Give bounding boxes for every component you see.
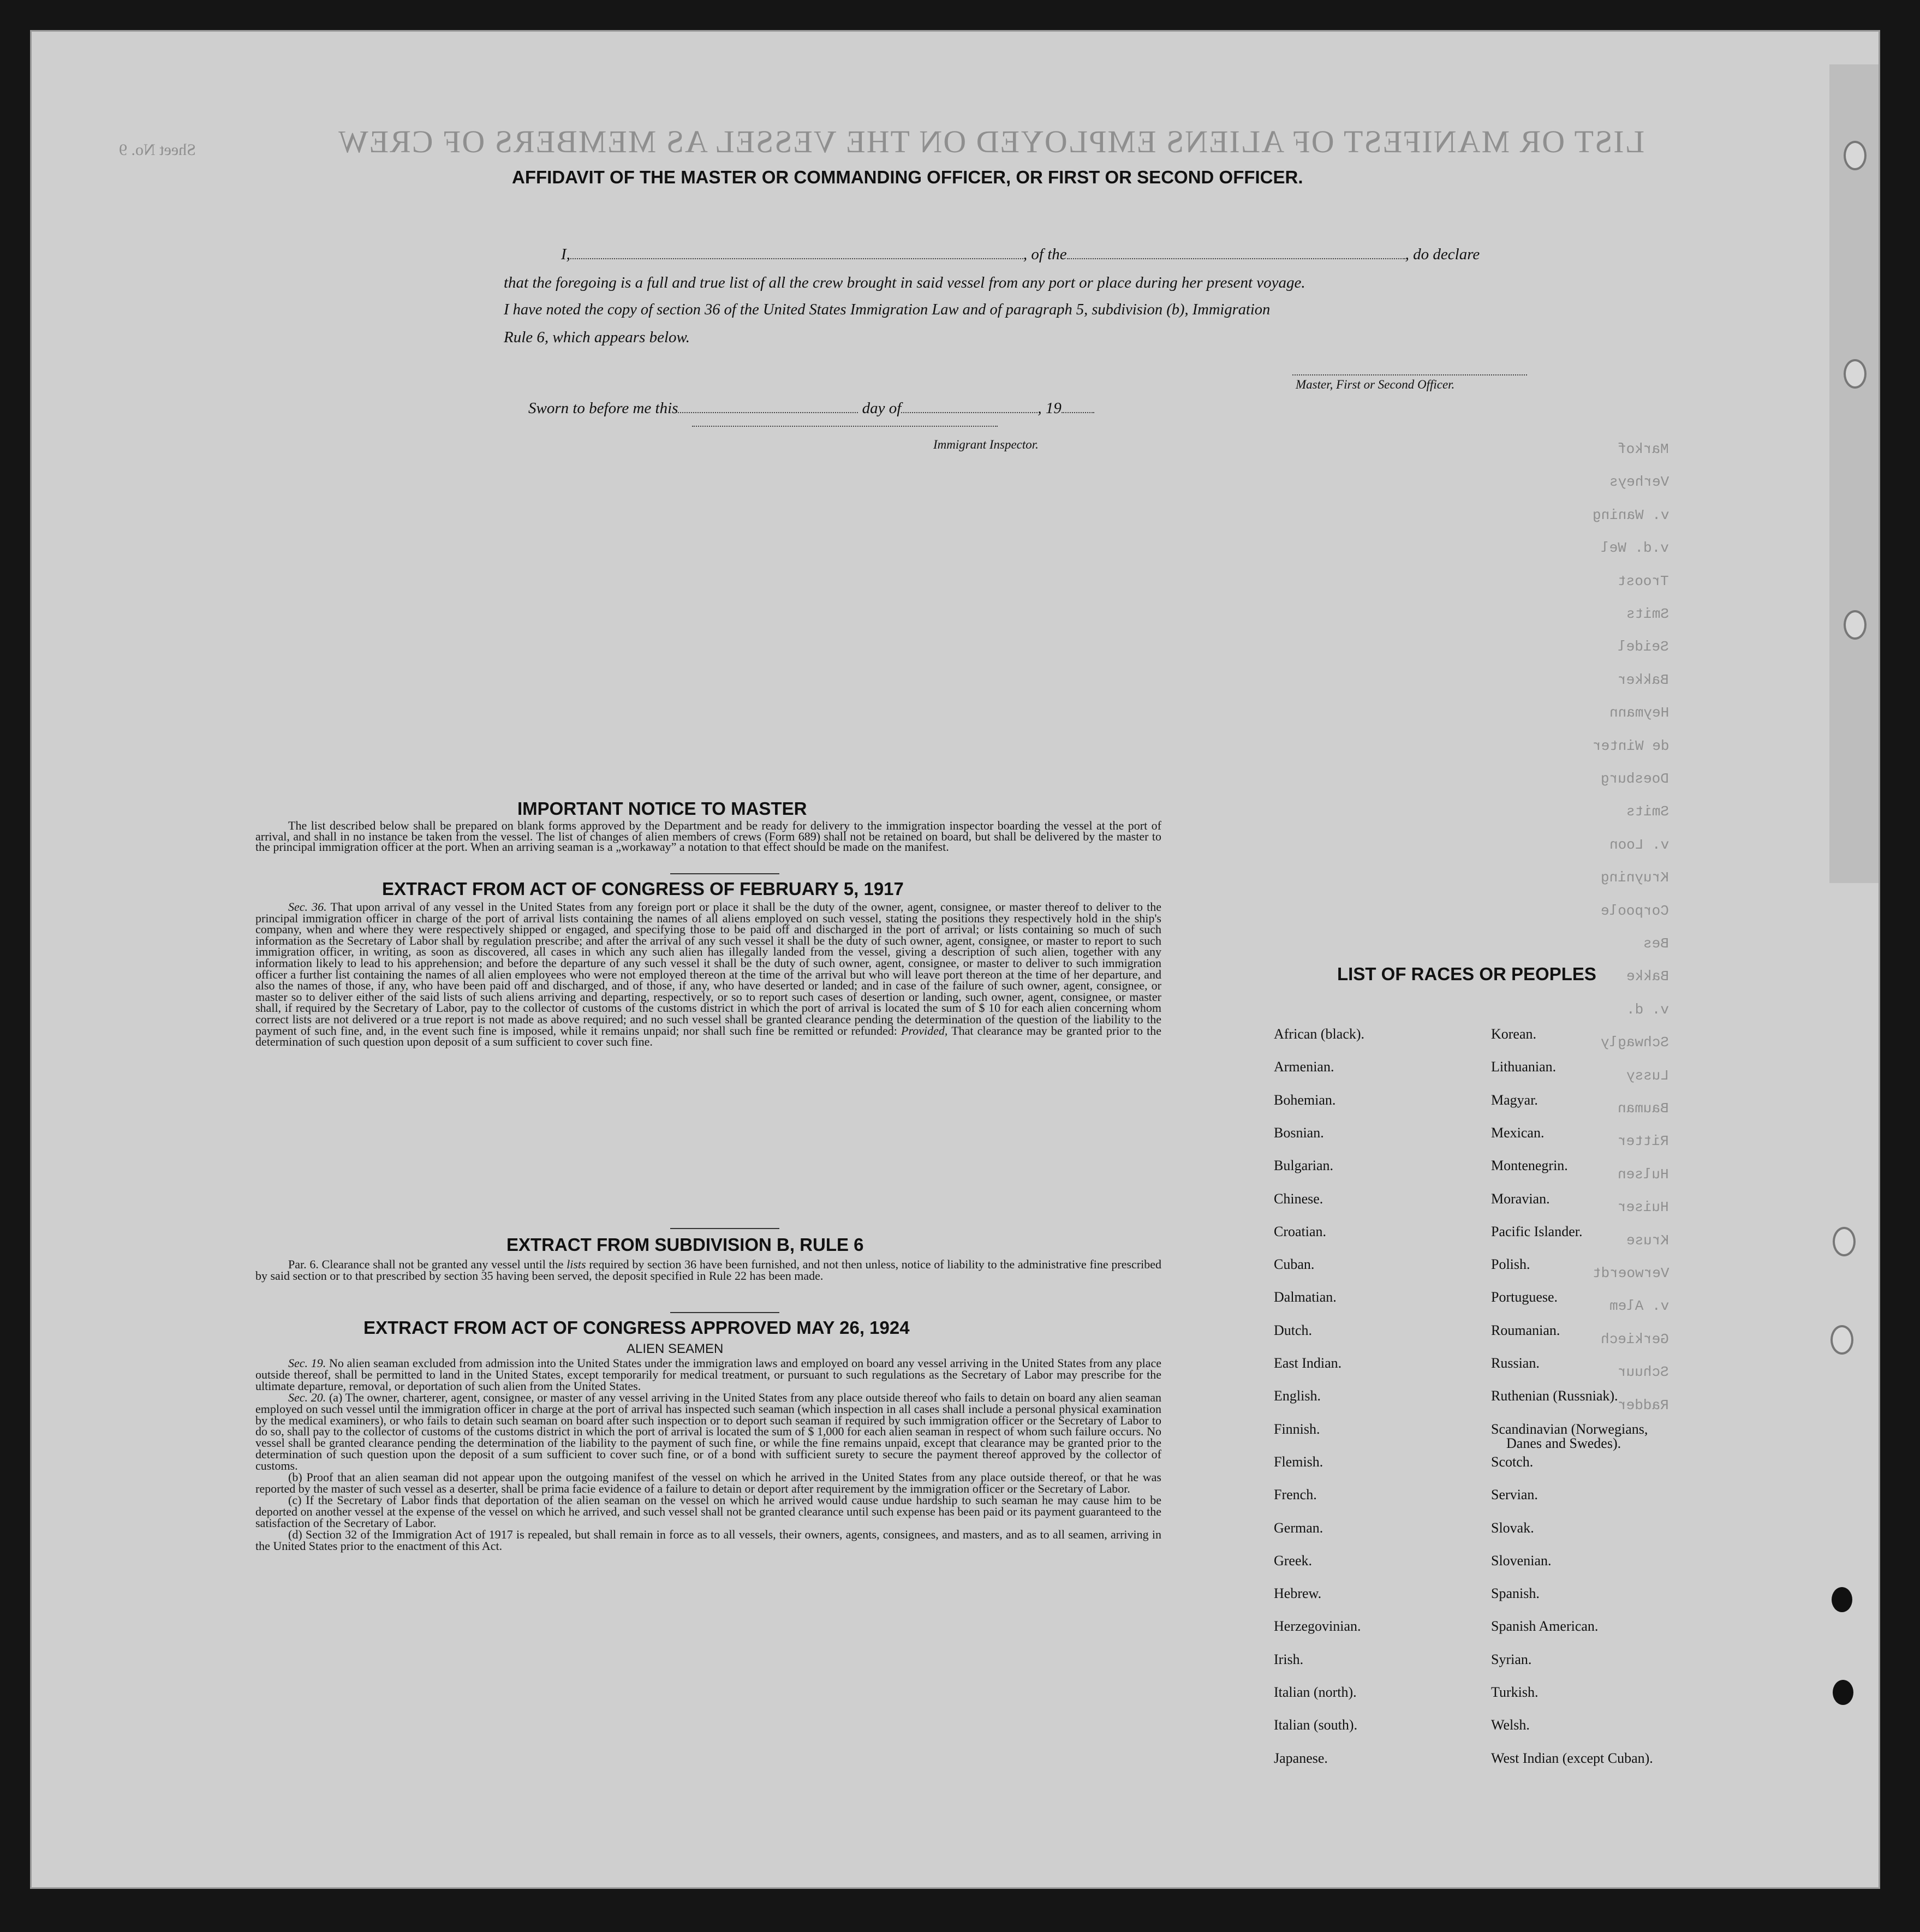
bleed-crew-name: Verheys <box>1609 474 1669 491</box>
affidavit-i: I, <box>561 246 570 263</box>
bleed-crew-name: v.d. Wel <box>1601 540 1669 557</box>
affidavit-line1 <box>561 246 1480 264</box>
bleed-crew-name: Ritter <box>1618 1133 1669 1150</box>
officer-label: Master, First or Second Officer. <box>1296 378 1455 391</box>
bleed-crew-name: Lussy <box>1626 1067 1669 1084</box>
day-of-label: day of <box>862 399 902 417</box>
race-item: Russian. <box>1491 1355 1540 1371</box>
race-item: Finnish. <box>1274 1421 1320 1437</box>
race-item: Slovak. <box>1491 1519 1534 1536</box>
punch-hole <box>1844 141 1867 170</box>
race-item: Roumanian. <box>1491 1322 1560 1338</box>
sec-20d-body: (d) Section 32 of the Immigration Act of 1917 is repealed, but shall remain in force as to all vessels, their owners, agents, consignees, and masters, and as to all seamen, arriving in the United States prior to the enactment of this Act. <box>255 1527 1161 1553</box>
race-item: Irish. <box>1274 1651 1304 1667</box>
bleed-crew-name: Verwoerdt <box>1592 1265 1669 1281</box>
race-item: Mexican. <box>1491 1124 1545 1141</box>
manifest-sheet <box>32 32 1879 1887</box>
race-item: German. <box>1274 1519 1323 1536</box>
sworn-year-field[interactable] <box>1062 412 1094 413</box>
race-item: Polish. <box>1491 1256 1530 1273</box>
race-item: Slovenian. <box>1491 1552 1552 1569</box>
year-label: , 19 <box>1037 399 1062 417</box>
sheet-edge <box>1829 64 1879 883</box>
affidavit-line2: that the foregoing is a full and true list of all the crew brought in said vessel from any port or place during her present voyage. <box>504 274 1305 291</box>
race-item: Hebrew. <box>1274 1585 1322 1602</box>
race-item: Armenian. <box>1274 1059 1334 1075</box>
bleed-crew-name: Corpoole <box>1601 902 1669 919</box>
bleed-title: LIST OR MANIFEST OF ALIENS EMPLOYED ON THE VESSEL AS MEMBERS OF CREW <box>337 124 1645 159</box>
race-item: Portuguese. <box>1491 1289 1558 1305</box>
notice-heading: IMPORTANT NOTICE TO MASTER <box>517 798 807 819</box>
sec-36-label: Sec. 36. <box>288 900 327 914</box>
race-item: Flemish. <box>1274 1453 1323 1470</box>
race-item: Spanish American. <box>1491 1618 1599 1635</box>
race-item: Turkish. <box>1491 1684 1539 1700</box>
race-item: Magyar. <box>1491 1092 1538 1108</box>
vessel-field[interactable] <box>1067 258 1405 259</box>
sec-36-proviso: That clearance may be granted prior to the determination of such question upon deposit of a sum sufficient to cover such fine. <box>255 1023 1162 1049</box>
punch-hole <box>1833 1680 1853 1705</box>
alien-seamen-subheading: ALIEN SEAMEN <box>627 1341 724 1356</box>
affidavit-line3: I have noted the copy of section 36 of the United States Immigration Law and of paragraph 5, subdivision (b), Immigration <box>504 301 1271 318</box>
race-item: Montenegrin. <box>1491 1158 1568 1174</box>
bleed-crew-name: Doesburg <box>1601 771 1669 787</box>
divider <box>670 1228 779 1229</box>
punch-hole <box>1844 359 1867 389</box>
bleed-sheet-number: Sheet No. 9 <box>119 141 196 159</box>
race-item: Scandinavian (Norwegians, <box>1491 1421 1648 1437</box>
race-item: Korean. <box>1491 1026 1537 1042</box>
race-item: Bosnian. <box>1274 1124 1324 1141</box>
bleed-crew-name: Troost <box>1618 573 1669 589</box>
race-item: Italian (south). <box>1274 1717 1358 1733</box>
bleed-crew-name: Bes <box>1643 935 1669 952</box>
bleed-crew-name: v. Alem <box>1609 1298 1669 1315</box>
extract-1917-text <box>255 902 1161 1048</box>
punch-hole <box>1832 1587 1852 1612</box>
sec-20c-body: (c) If the Secretary of Labor finds that deportation of the alien seaman on the vessel on which he arrived would cause undue hardship to such seaman he may cause him to be deported on another vessel at the expense of the vessel on which he arrived, and such vessel shall not be granted clearance until such expense has been paid or its payment guaranteed to the satisfaction of the Secretary of Labor. <box>255 1493 1161 1530</box>
race-item: Japanese. <box>1274 1750 1328 1766</box>
divider <box>670 873 779 874</box>
bleed-crew-name: Schwagly <box>1601 1034 1669 1051</box>
race-item: Cuban. <box>1274 1256 1315 1273</box>
race-item: Chinese. <box>1274 1190 1323 1207</box>
race-item: Herzegovinian. <box>1274 1618 1361 1635</box>
bleed-crew-name: Kruse <box>1626 1232 1669 1249</box>
race-item: Welsh. <box>1491 1717 1530 1733</box>
sworn-day-field[interactable] <box>678 412 858 413</box>
race-item: Scotch. <box>1491 1453 1534 1470</box>
bleed-crew-name: Huiser <box>1618 1199 1669 1216</box>
bleed-crew-name: Hulsen <box>1618 1166 1669 1183</box>
race-item: Dalmatian. <box>1274 1289 1337 1305</box>
officer-signature-line <box>1292 374 1527 375</box>
bleed-crew-name: Markof <box>1618 441 1669 457</box>
affidavit-heading: AFFIDAVIT OF THE MASTER OR COMMANDING OFFICER, OR FIRST OR SECOND OFFICER. <box>512 167 1303 187</box>
race-item: French. <box>1274 1487 1317 1503</box>
race-item: Syrian. <box>1491 1651 1532 1667</box>
races-heading: LIST OF RACES OR PEOPLES <box>1337 964 1596 984</box>
bleed-crew-name: Heymann <box>1609 705 1669 721</box>
bleed-crew-name: Schuur <box>1618 1364 1669 1381</box>
bleed-crew-name: Radder <box>1618 1397 1669 1414</box>
affidavit-line4: Rule 6, which appears below. <box>504 329 690 346</box>
bleed-crew-name: v. Loon <box>1609 836 1669 853</box>
sec-20-label: Sec. 20. <box>288 1390 326 1404</box>
bleed-crew-name: Smits <box>1626 606 1669 622</box>
race-item: East Indian. <box>1274 1355 1342 1371</box>
race-item: Bulgarian. <box>1274 1158 1334 1174</box>
bleed-crew-name: Kruyning <box>1601 869 1669 886</box>
race-item: Croatian. <box>1274 1223 1327 1239</box>
race-item: Servian. <box>1491 1487 1538 1503</box>
provided-word: Provided, <box>901 1023 948 1037</box>
sworn-month-field[interactable] <box>901 412 1037 413</box>
race-item: English. <box>1274 1388 1321 1404</box>
inspector-signature-line <box>692 426 998 427</box>
race-item-continuation: Danes and Swedes). <box>1506 1435 1621 1451</box>
bleed-crew-name: de Winter <box>1592 737 1669 754</box>
affidavit-of-the: , of the <box>1023 246 1067 263</box>
bleed-crew-name: v. d. <box>1626 1001 1669 1018</box>
bleed-crew-name: Smits <box>1626 803 1669 820</box>
punch-hole <box>1830 1325 1853 1355</box>
extract-1924-text <box>255 1358 1161 1552</box>
affidavit-declare: , do declare <box>1405 246 1480 263</box>
name-field[interactable] <box>570 258 1023 259</box>
race-item: West Indian (except Cuban). <box>1491 1750 1653 1766</box>
race-item: Italian (north). <box>1274 1684 1357 1700</box>
race-item: Spanish. <box>1491 1585 1540 1602</box>
race-item: Dutch. <box>1274 1322 1313 1338</box>
race-item: Moravian. <box>1491 1190 1550 1207</box>
race-item: African (black). <box>1274 1026 1365 1042</box>
sworn-line <box>528 399 1094 418</box>
punch-hole <box>1844 610 1867 640</box>
sec-36-body: That upon arrival of any vessel in the United States from any foreign port or place it shall be the duty of the owner, agent, consignee, or master thereof to deliver to the principal immigration officer in charge of the port of arrival lists containing the names of all aliens employed on such vessel, stating the positions they respectively hold in the ship's company, when and where they were respectively shipped or engaged, and specifying those to be paid off and discharged in the port of arrival; or lists containing so much of such information as the Secretary of Labor shall by regulation prescribe; and after the arrival of any such vessel it shall be the duty of such owner, agent, consignee, or master to report to such immigration officer, in writing, as soon as discovered, all cases in which any such alien has illegally landed from the vessel, giving a description of such alien, together with any information likely to lead to his apprehension; and before the departure of any such vessel it shall be the duty of such owner, agent, consignee, or master to deliver to such immigration officer a further list containing the names of all alien employees who were not employed thereon at the time of the arrival but who will leave port thereon at the time of her departure, and also the names of those, if any, who have been paid off and discharged, and of those, if any, who have deserted or landed; and in case of the failure of such owner, agent, consignee, or master so to deliver either of the said lists of such aliens arriving and departing, respectively, or so to report such cases of desertion or landing, such owner, agent, consignee, or master shall, if required by the Secretary of Labor, pay to the collector of customs of the customs district in which the port of arrival is located the sum of $ 10 for each alien concerning whom correct lists are not delivered or a true report is not made as above required; and no such vessel shall be granted clearance pending the determination of the question of the liability to the payment of such fine, and, in the event such fine is imposed, while it remains unpaid; nor shall such fine be remitted or refunded: <box>255 900 1162 1037</box>
extract-1924-heading: EXTRACT FROM ACT OF CONGRESS APPROVED MAY 26, 1924 <box>363 1317 910 1338</box>
par-6-text-b: required by section 36 have been furnished, and not then unless, notice of liability to the administrative fine prescribed by said section or to that prescribed by section 35 having been served, the deposit specified in Rule 22 has been made. <box>255 1257 1162 1283</box>
race-item: Greek. <box>1274 1552 1313 1569</box>
bleed-crew-name: Seidel <box>1618 639 1669 655</box>
punch-hole <box>1833 1227 1856 1256</box>
notice-text: The list described below shall be prepared on blank forms approved by the Department and be ready for delivery to the immigration inspector boarding the vessel at the port of arrival, and shall in no instance be taken from the vessel. The list of changes of alien members of crews (Form 689) shall not be retained on board, but shall be delivered by the master to the principal immigration officer at the port. When an arriving seaman is a „workaway” a notation to that effect should be made on the manifest. <box>255 819 1161 854</box>
sec-20a-body: (a) The owner, charterer, agent, consignee, or master of any vessel arriving in the United States from any place outside thereof who fails to detain on board any alien seaman employed on such vessel until the immigration officer in charge at the port of arrival has inspected such seaman (which inspection in all cases shall include a personal physical examination by the medical examiners), or who fails to detain such seaman on board after such inspection or to deport such seaman if required by such immigration officer or the Secretary of Labor to do so, shall pay to the collector of customs of the customs district in which the port of arrival is located the sum of $ 1,000 for each alien seaman in respect of whom such failure occurs. No vessel shall be granted clearance pending the determination of the liability to the payment of such fine, or while the fine remains unpaid, except that clearance may be granted prior to the determination of such question upon the deposit of a sum sufficient to cover such fine, or of a bond with sufficient surety to secure the payment thereof approved by the collector of customs. <box>255 1390 1162 1473</box>
race-item: Ruthenian (Russniak). <box>1491 1388 1618 1404</box>
subdivision-heading: EXTRACT FROM SUBDIVISION B, RULE 6 <box>506 1235 864 1255</box>
race-item: Pacific Islander. <box>1491 1223 1583 1239</box>
race-item: Bohemian. <box>1274 1092 1336 1108</box>
par-6-text-a: Par. 6. Clearance shall not be granted any vessel until the <box>288 1257 564 1271</box>
lists-word: lists <box>567 1257 586 1271</box>
bleed-crew-name: Bakker <box>1618 671 1669 688</box>
sec-19-label: Sec. 19. <box>288 1356 326 1370</box>
inspector-label: Immigrant Inspector. <box>933 438 1039 451</box>
bleed-crew-name: Bakke <box>1626 968 1669 985</box>
divider <box>670 1312 779 1313</box>
bleed-crew-name: v. Waning <box>1592 506 1669 523</box>
extract-1917-heading: EXTRACT FROM ACT OF CONGRESS OF FEBRUARY 5, 1917 <box>382 879 904 899</box>
bleed-crew-name: Gerkiech <box>1601 1331 1669 1347</box>
sec-20b-body: (b) Proof that an alien seaman did not appear upon the outgoing manifest of the vessel on which he arrived in the United States from any place outside thereof, or that he was reported by the master of such vessel as a deserter, shall be prima facie evidence of a failure to detain or deport after requirement by the immigration officer or the Secretary of Labor. <box>255 1470 1161 1495</box>
sec-19-body: No alien seaman excluded from admission into the United States under the immigration laws and employed on board any vessel arriving in the United States from any place outside thereof, shall be permitted to land in the United States, except temporarily for medical treatment, or pursuant to such regulations as the Secretary of Labor may prescribe for the ultimate departure, removal, or deportation of such alien from the United States. <box>255 1356 1161 1393</box>
sworn-label: Sworn to before me this <box>528 399 678 417</box>
bleed-crew-name: Bauman <box>1618 1100 1669 1117</box>
subdivision-text <box>255 1259 1161 1281</box>
race-item: Lithuanian. <box>1491 1059 1557 1075</box>
